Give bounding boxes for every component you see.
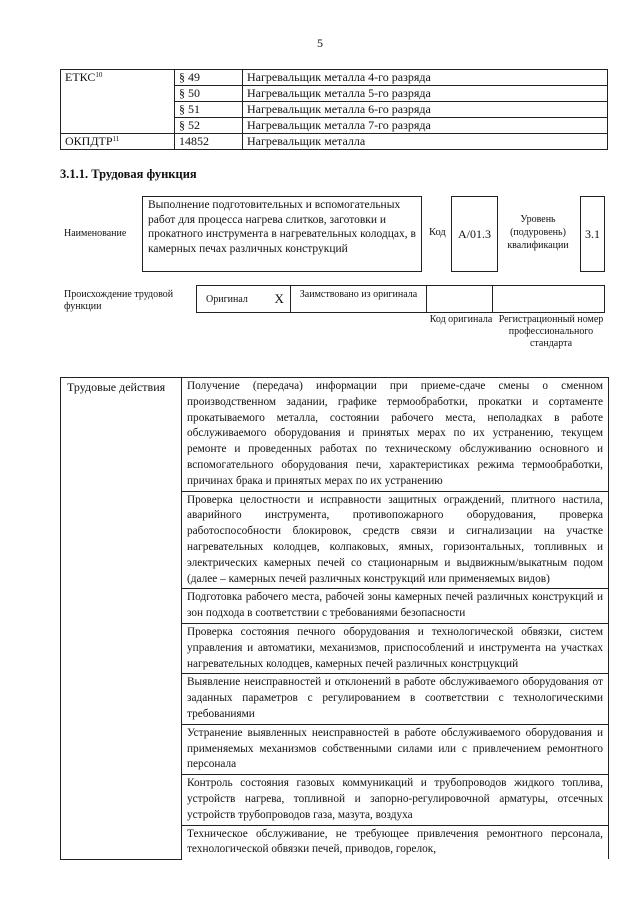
okpdtr-cell [61, 134, 175, 150]
etks-code: § 49 [175, 70, 243, 86]
etks-code: § 52 [175, 118, 243, 134]
actions-label: Трудовые действия [61, 378, 182, 860]
table-row [197, 286, 605, 313]
action-item: Техническое обслуживание, не требующее привлечения ремонтного персонала, технологической обвязки печей, приводов, горелок, [182, 825, 609, 859]
section-title: 3.1.1. Трудовая функция [60, 167, 197, 181]
table-row [61, 70, 608, 86]
origin-code-cell [427, 286, 493, 313]
origin-table [196, 285, 605, 313]
etks-cell [61, 70, 175, 134]
etks-name: Нагревальщик металла 6-го разряда [243, 102, 608, 118]
labor-actions-table [60, 377, 609, 860]
action-item: Подготовка рабочего места, рабочей зоны камерных печей различных конструкций и зон подхода в соответствии с требованиями безопасности [182, 589, 609, 624]
reg-number-cell [493, 286, 605, 313]
etks-name: Нагревальщик металла 7-го разряда [243, 118, 608, 134]
original-mark: X [269, 286, 291, 313]
etks-code: § 51 [175, 102, 243, 118]
okpdtr-name: Нагревальщик металла [243, 134, 608, 150]
classification-table [60, 69, 608, 150]
etks-name: Нагревальщик металла 4-го разряда [243, 70, 608, 86]
function-name: Выполнение подготовительных и вспомогательных работ для процесса нагрева слитков, заготовки и прокатного инструмента в нагревательных колодцах, в камерных печах различных конструкций [142, 196, 422, 272]
table-row [61, 134, 608, 150]
okpdtr-label: ОКПДТР [65, 134, 113, 148]
page-number: 5 [317, 36, 323, 50]
function-code: А/01.3 [451, 196, 498, 272]
etks-label: ЕТКС [65, 70, 96, 84]
okpdtr-code: 14852 [175, 134, 243, 150]
action-item: Выявление неисправностей и отклонений в работе обслуживаемого оборудования от заданных параметров с регулированием в соответствии с технологическими требованиями [182, 674, 609, 724]
action-item: Устранение выявленных неисправностей в работе обслуживаемого оборудования и применяемых механизмов собственными силами или с привлечением ремонтного персонала [182, 724, 609, 774]
reg-number-label: Регистрационный номер профессионального стандарта [498, 314, 604, 349]
name-label: Наименование [64, 228, 127, 239]
code-label: Код [429, 227, 446, 238]
etks-name: Нагревальщик металла 5-го разряда [243, 86, 608, 102]
original-label: Оригинал [197, 286, 269, 313]
footnote-ref: 11 [112, 135, 120, 143]
footnote-ref: 10 [95, 71, 103, 79]
level-label: Уровень (подуровень) квалификации [507, 214, 569, 251]
origin-label: Происхождение трудовой функции [64, 289, 174, 312]
table-row [61, 378, 609, 492]
action-item: Проверка состояния печного оборудования и технологической обвязки, систем управления и автоматики, механизмов, приспособлений и инструмента на участках нагревательных колодцев, камерных печей различных констрцукций [182, 623, 609, 673]
borrowed-label: Заимствовано из оригинала [291, 286, 427, 313]
action-item: Контроль состояния газовых коммуникаций и трубопроводов жидкого топлива, устройств нагрева, топливной и запорно-регулировочной арматуры, отсечных устройств трубопроводов газа, мазута, воздуха [182, 775, 609, 825]
action-item: Получение (передача) информации при приеме-сдаче смены о сменном производственном задании, графике термообработки, прокатки и сортаменте прокатываемого металла, состоянии рабочего места, неполадках в работе обслуживаемого оборудования и принятых мерах по их устранению, текущем ремонте и проведенных работах по техническому обслуживанию основного и вспомогательного оборудования печи, характеристиках режима термообработки, причинах брака и принятых мерах по их устранению [182, 378, 609, 492]
origin-code-label: Код оригинала [429, 314, 493, 325]
etks-code: § 50 [175, 86, 243, 102]
qualification-level: 3.1 [580, 196, 605, 272]
action-item: Проверка целостности и исправности защитных ограждений, плитного настила, аварийного инструмента, противопожарного оборудования, проверка работоспособности блокировок, средств связи и сигнализации на участке нагревательных колодцев, колпаковых, ямных, горизонтальных, топливных и электрических камерных печей со стационарным и выдвижным/выкатным подом (далее – камерных печей различных конструкций или применяемых видов) [182, 491, 609, 589]
